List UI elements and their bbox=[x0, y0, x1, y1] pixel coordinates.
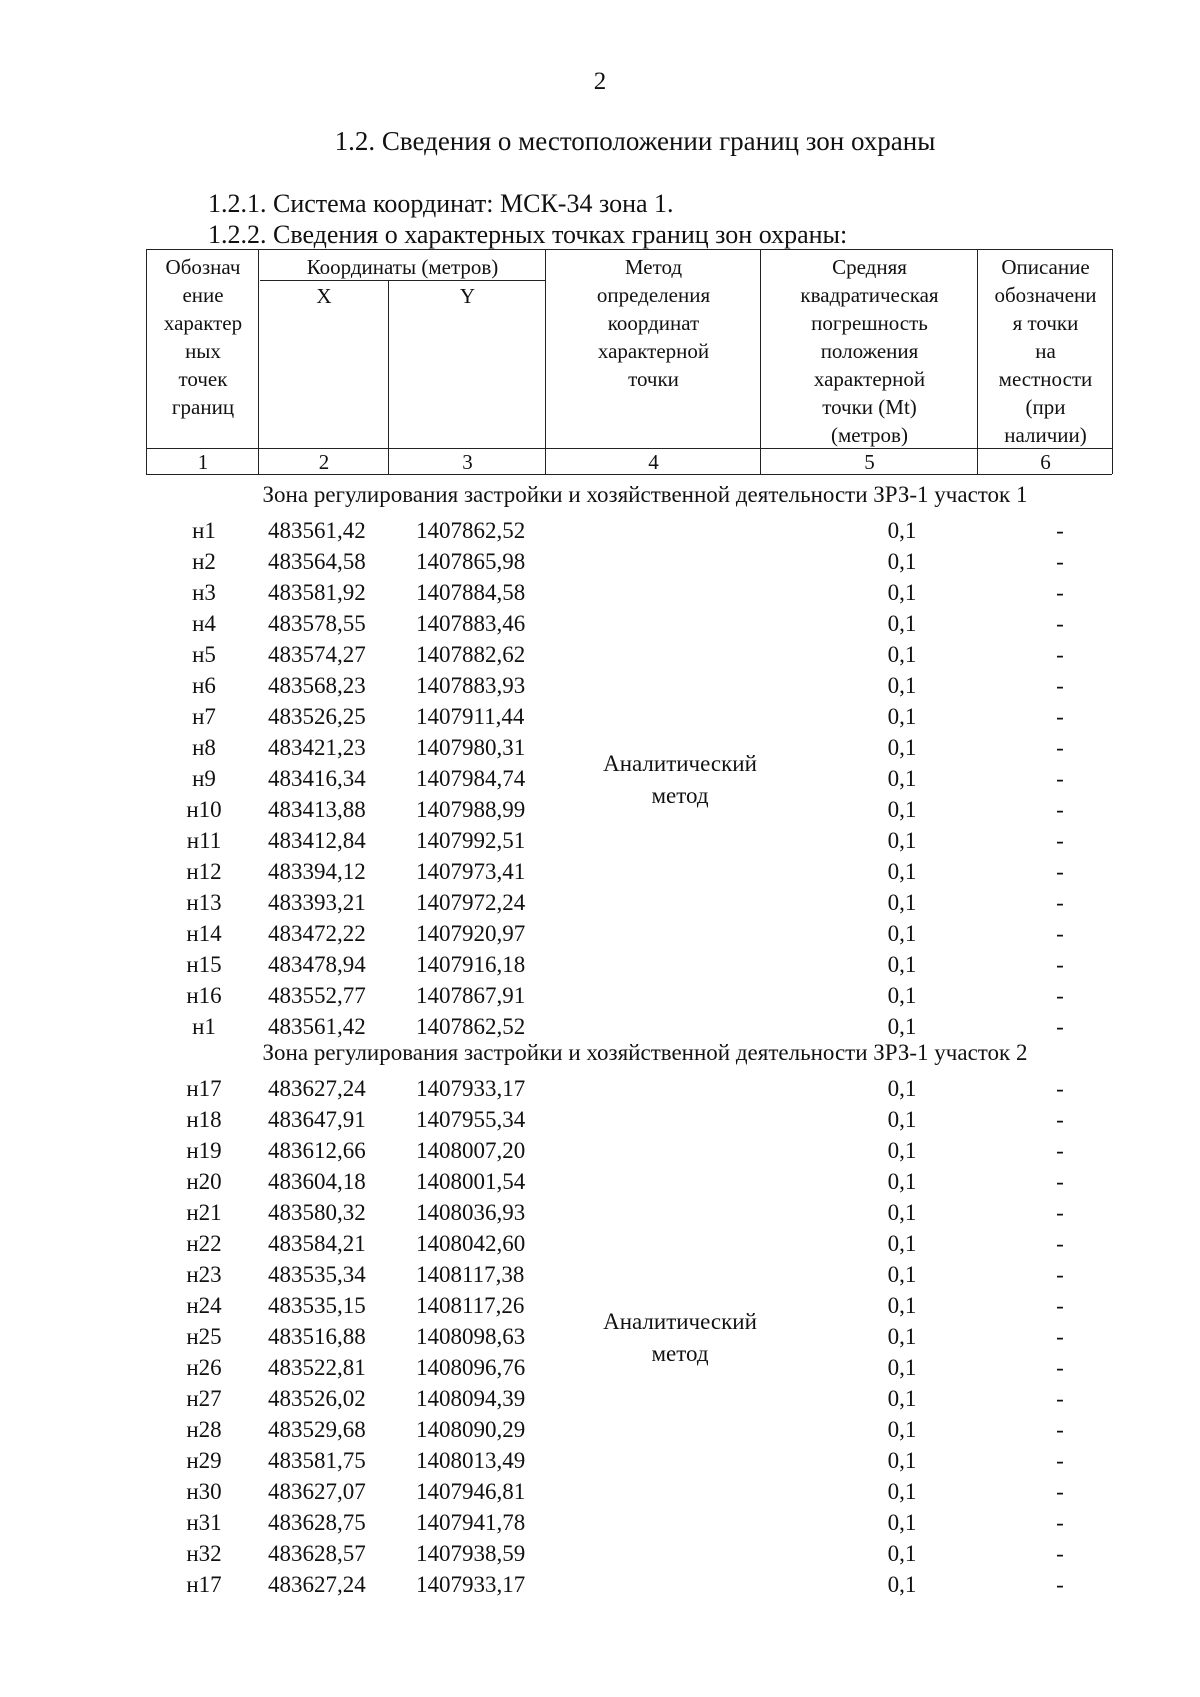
point-name: н9 bbox=[192, 766, 216, 791]
x-coordinate: 483581,92 bbox=[268, 580, 366, 605]
mean-error: 0,1 bbox=[887, 797, 917, 822]
point-name: н21 bbox=[186, 1200, 222, 1225]
point-name: н10 bbox=[186, 797, 222, 822]
column-number: 6 bbox=[1040, 450, 1051, 474]
mean-error: 0,1 bbox=[887, 1386, 917, 1411]
x-coordinate: 483561,42 bbox=[268, 1014, 366, 1039]
point-name: н18 bbox=[186, 1107, 222, 1132]
points-heading: 1.2.2. Сведения о характерных точках границ зон охраны: bbox=[208, 220, 848, 249]
mean-error: 0,1 bbox=[887, 828, 917, 853]
mean-error: 0,1 bbox=[887, 1448, 917, 1473]
x-coordinate: 483472,22 bbox=[268, 921, 366, 946]
y-coordinate: 1407916,18 bbox=[416, 952, 526, 977]
mean-error: 0,1 bbox=[887, 952, 917, 977]
table-row bbox=[0, 642, 1200, 673]
mean-error: 0,1 bbox=[887, 673, 917, 698]
header-text: координат bbox=[607, 311, 700, 335]
header-text: границ bbox=[171, 395, 235, 419]
description: - bbox=[1056, 1169, 1064, 1194]
y-coordinate: 1407992,51 bbox=[416, 828, 526, 853]
x-coordinate: 483628,75 bbox=[268, 1510, 366, 1535]
x-coordinate: 483529,68 bbox=[268, 1417, 366, 1442]
header-text: квадратическая bbox=[800, 283, 939, 307]
column-number: 4 bbox=[648, 450, 659, 474]
description: - bbox=[1056, 673, 1064, 698]
description: - bbox=[1056, 611, 1064, 636]
zone-title: Зона регулирования застройки и хозяйственной деятельности ЗРЗ-1 участок 2 bbox=[262, 1040, 1028, 1065]
y-coordinate: 1407920,97 bbox=[416, 921, 526, 946]
table-row bbox=[0, 673, 1200, 704]
x-coordinate: 483604,18 bbox=[268, 1169, 366, 1194]
description: - bbox=[1056, 1014, 1064, 1039]
y-coordinate: 1407883,93 bbox=[416, 673, 526, 698]
x-coordinate: 483578,55 bbox=[268, 611, 366, 636]
header-mean-error bbox=[762, 253, 977, 449]
y-coordinate: 1407882,62 bbox=[416, 642, 526, 667]
header-text: (при bbox=[1025, 395, 1066, 419]
table-row bbox=[0, 1231, 1200, 1262]
header-text: точек bbox=[178, 367, 228, 391]
header-coordinates-group: Координаты (метров) bbox=[306, 255, 499, 279]
mean-error: 0,1 bbox=[887, 1324, 917, 1349]
header-text: Описание bbox=[1001, 255, 1090, 279]
column-number: 1 bbox=[197, 450, 209, 474]
mean-error: 0,1 bbox=[887, 1107, 917, 1132]
y-coordinate: 1408094,39 bbox=[416, 1386, 526, 1411]
description: - bbox=[1056, 890, 1064, 915]
y-coordinate: 1407867,91 bbox=[416, 983, 526, 1008]
header-text: характер bbox=[163, 311, 243, 335]
point-name: н19 bbox=[186, 1138, 222, 1163]
header-text: характерной bbox=[597, 339, 710, 363]
x-coordinate: 483421,23 bbox=[268, 735, 366, 760]
table-row bbox=[0, 1541, 1200, 1572]
y-coordinate: 1408117,26 bbox=[416, 1293, 525, 1318]
y-coordinate: 1408096,76 bbox=[416, 1355, 526, 1380]
x-coordinate: 483394,12 bbox=[268, 859, 366, 884]
y-coordinate: 1407938,59 bbox=[416, 1541, 526, 1566]
x-coordinate: 483516,88 bbox=[268, 1324, 366, 1349]
table-row bbox=[0, 828, 1200, 859]
description: - bbox=[1056, 766, 1064, 791]
description: - bbox=[1056, 735, 1064, 760]
column-number: 5 bbox=[864, 450, 875, 474]
y-coordinate: 1407883,46 bbox=[416, 611, 526, 636]
mean-error: 0,1 bbox=[887, 1262, 917, 1287]
table-row bbox=[0, 1386, 1200, 1417]
point-name: н20 bbox=[186, 1169, 222, 1194]
mean-error: 0,1 bbox=[887, 1479, 917, 1504]
y-coordinate: 1407984,74 bbox=[416, 766, 526, 791]
table-row bbox=[0, 1479, 1200, 1510]
x-coordinate: 483627,07 bbox=[268, 1479, 366, 1504]
table-row bbox=[0, 1417, 1200, 1448]
x-coordinate: 483535,34 bbox=[268, 1262, 366, 1287]
header-text: на bbox=[1035, 339, 1056, 363]
point-name: н1 bbox=[192, 1014, 216, 1039]
x-coordinate: 483526,02 bbox=[268, 1386, 366, 1411]
point-name: н14 bbox=[186, 921, 222, 946]
header-point-designation bbox=[148, 253, 258, 421]
table-row bbox=[0, 1200, 1200, 1231]
mean-error: 0,1 bbox=[887, 1169, 917, 1194]
zone-title: Зона регулирования застройки и хозяйственной деятельности ЗРЗ-1 участок 1 bbox=[262, 482, 1028, 507]
description: - bbox=[1056, 921, 1064, 946]
x-coordinate: 483627,24 bbox=[268, 1076, 366, 1101]
point-name: н7 bbox=[192, 704, 216, 729]
point-name: н17 bbox=[186, 1076, 222, 1101]
mean-error: 0,1 bbox=[887, 1510, 917, 1535]
page-title: 1.2. Сведения о местоположении границ зон охраны bbox=[334, 126, 936, 156]
description: - bbox=[1056, 1231, 1064, 1256]
y-coordinate: 1408001,54 bbox=[416, 1169, 526, 1194]
y-coordinate: 1407955,34 bbox=[416, 1107, 526, 1132]
mean-error: 0,1 bbox=[887, 518, 917, 543]
y-coordinate: 1407973,41 bbox=[416, 859, 526, 884]
table-row bbox=[0, 1510, 1200, 1541]
table-row bbox=[0, 983, 1200, 1014]
description: - bbox=[1056, 1293, 1064, 1318]
point-name: н13 bbox=[186, 890, 222, 915]
header-text: (метров) bbox=[831, 423, 908, 447]
point-name: н26 bbox=[186, 1355, 222, 1380]
description: - bbox=[1056, 1355, 1064, 1380]
x-coordinate: 483552,77 bbox=[268, 983, 366, 1008]
point-name: н6 bbox=[192, 673, 216, 698]
description: - bbox=[1056, 1107, 1064, 1132]
x-coordinate: 483647,91 bbox=[268, 1107, 366, 1132]
y-coordinate: 1407911,44 bbox=[416, 704, 525, 729]
point-name: н30 bbox=[186, 1479, 222, 1504]
header-text: положения bbox=[820, 339, 919, 363]
mean-error: 0,1 bbox=[887, 1417, 917, 1442]
point-name: н3 bbox=[192, 580, 216, 605]
header-text: ение bbox=[182, 283, 224, 307]
mean-error: 0,1 bbox=[887, 642, 917, 667]
header-description bbox=[979, 253, 1112, 449]
table-row bbox=[0, 704, 1200, 735]
header-text: ных bbox=[185, 339, 221, 363]
x-coordinate: 483612,66 bbox=[268, 1138, 366, 1163]
header-text: точки bbox=[628, 367, 679, 391]
description: - bbox=[1056, 549, 1064, 574]
header-text: наличии) bbox=[1004, 423, 1087, 447]
x-coordinate: 483412,84 bbox=[268, 828, 366, 853]
table-row bbox=[0, 1138, 1200, 1169]
description: - bbox=[1056, 1417, 1064, 1442]
mean-error: 0,1 bbox=[887, 890, 917, 915]
description: - bbox=[1056, 580, 1064, 605]
coordinate-system-line: 1.2.1. Система координат: МСК-34 зона 1. bbox=[208, 189, 674, 218]
table-row bbox=[0, 1076, 1200, 1107]
header-text: Средняя bbox=[832, 255, 907, 279]
mean-error: 0,1 bbox=[887, 1231, 917, 1256]
x-coordinate: 483580,32 bbox=[268, 1200, 366, 1225]
x-coordinate: 483416,34 bbox=[268, 766, 366, 791]
x-coordinate: 483478,94 bbox=[268, 952, 366, 977]
table-row bbox=[0, 1169, 1200, 1200]
method-cell bbox=[570, 748, 790, 812]
y-coordinate: 1407862,52 bbox=[416, 1014, 526, 1039]
header-text: обозначени bbox=[994, 283, 1097, 307]
page-number: 2 bbox=[593, 68, 607, 95]
point-name: н32 bbox=[186, 1541, 222, 1566]
x-coordinate: 483628,57 bbox=[268, 1541, 366, 1566]
x-coordinate: 483535,15 bbox=[268, 1293, 366, 1318]
header-text: Обознач bbox=[165, 255, 241, 279]
header-text: определения bbox=[596, 283, 711, 307]
mean-error: 0,1 bbox=[887, 1014, 917, 1039]
mean-error: 0,1 bbox=[887, 859, 917, 884]
y-coordinate: 1408013,49 bbox=[416, 1448, 526, 1473]
header-text: погрешность bbox=[811, 311, 928, 335]
description: - bbox=[1056, 828, 1064, 853]
y-coordinate: 1408090,29 bbox=[416, 1417, 526, 1442]
point-name: н28 bbox=[186, 1417, 222, 1442]
y-coordinate: 1408007,20 bbox=[416, 1138, 526, 1163]
table-row bbox=[0, 859, 1200, 890]
y-coordinate: 1407933,17 bbox=[416, 1572, 526, 1597]
x-coordinate: 483522,81 bbox=[268, 1355, 366, 1380]
point-name: н24 bbox=[186, 1293, 222, 1318]
table-row bbox=[0, 1572, 1200, 1603]
description: - bbox=[1056, 1138, 1064, 1163]
mean-error: 0,1 bbox=[887, 1541, 917, 1566]
description: - bbox=[1056, 642, 1064, 667]
description: - bbox=[1056, 1448, 1064, 1473]
point-name: н31 bbox=[186, 1510, 222, 1535]
point-name: н15 bbox=[186, 952, 222, 977]
table-row bbox=[0, 580, 1200, 611]
point-name: н22 bbox=[186, 1231, 222, 1256]
point-name: н27 bbox=[186, 1386, 222, 1411]
table-row bbox=[0, 890, 1200, 921]
point-name: н23 bbox=[186, 1262, 222, 1287]
table-row bbox=[0, 611, 1200, 642]
header-text: я точки bbox=[1012, 311, 1079, 335]
x-coordinate: 483581,75 bbox=[268, 1448, 366, 1473]
description: - bbox=[1056, 1324, 1064, 1349]
description: - bbox=[1056, 1479, 1064, 1504]
mean-error: 0,1 bbox=[887, 1572, 917, 1597]
table-row bbox=[0, 518, 1200, 549]
y-coordinate: 1407865,98 bbox=[416, 549, 526, 574]
point-name: н16 bbox=[186, 983, 222, 1008]
y-coordinate: 1407884,58 bbox=[416, 580, 526, 605]
point-name: н29 bbox=[186, 1448, 222, 1473]
point-name: н4 bbox=[192, 611, 216, 636]
table-row bbox=[0, 921, 1200, 952]
mean-error: 0,1 bbox=[887, 1200, 917, 1225]
x-coordinate: 483564,58 bbox=[268, 549, 366, 574]
x-coordinate: 483584,21 bbox=[268, 1231, 366, 1256]
header-text: точки (Mt) bbox=[822, 395, 917, 419]
point-name: н17 bbox=[186, 1572, 222, 1597]
description: - bbox=[1056, 983, 1064, 1008]
x-coordinate: 483393,21 bbox=[268, 890, 366, 915]
y-coordinate: 1407946,81 bbox=[416, 1479, 526, 1504]
header-text: местности bbox=[998, 367, 1093, 391]
y-coordinate: 1408098,63 bbox=[416, 1324, 526, 1349]
header-y: Y bbox=[459, 284, 476, 308]
mean-error: 0,1 bbox=[887, 766, 917, 791]
x-coordinate: 483526,25 bbox=[268, 704, 366, 729]
description: - bbox=[1056, 1541, 1064, 1566]
point-name: н12 bbox=[186, 859, 222, 884]
mean-error: 0,1 bbox=[887, 1138, 917, 1163]
mean-error: 0,1 bbox=[887, 983, 917, 1008]
method-text: метод bbox=[651, 1340, 709, 1366]
mean-error: 0,1 bbox=[887, 735, 917, 760]
description: - bbox=[1056, 1262, 1064, 1287]
description: - bbox=[1056, 1572, 1064, 1597]
table-row bbox=[0, 1107, 1200, 1138]
y-coordinate: 1407988,99 bbox=[416, 797, 526, 822]
method-text: Аналитический bbox=[603, 750, 757, 776]
y-coordinate: 1407980,31 bbox=[416, 735, 526, 760]
table-row bbox=[0, 1448, 1200, 1479]
mean-error: 0,1 bbox=[887, 1293, 917, 1318]
method-text: Аналитический bbox=[603, 1308, 757, 1334]
x-coordinate: 483574,27 bbox=[268, 642, 366, 667]
point-name: н1 bbox=[192, 518, 216, 543]
mean-error: 0,1 bbox=[887, 704, 917, 729]
table-row bbox=[0, 549, 1200, 580]
description: - bbox=[1056, 859, 1064, 884]
point-name: н25 bbox=[186, 1324, 222, 1349]
description: - bbox=[1056, 1200, 1064, 1225]
mean-error: 0,1 bbox=[887, 580, 917, 605]
x-coordinate: 483561,42 bbox=[268, 518, 366, 543]
mean-error: 0,1 bbox=[887, 611, 917, 636]
mean-error: 0,1 bbox=[887, 549, 917, 574]
y-coordinate: 1408042,60 bbox=[416, 1231, 526, 1256]
mean-error: 0,1 bbox=[887, 1355, 917, 1380]
method-text: метод bbox=[651, 782, 709, 808]
point-name: н11 bbox=[186, 828, 222, 853]
header-text: характерной bbox=[813, 367, 926, 391]
header-method bbox=[547, 253, 760, 393]
table-row bbox=[0, 952, 1200, 983]
description: - bbox=[1056, 1076, 1064, 1101]
description: - bbox=[1056, 797, 1064, 822]
y-coordinate: 1407862,52 bbox=[416, 518, 526, 543]
x-coordinate: 483627,24 bbox=[268, 1572, 366, 1597]
y-coordinate: 1407972,24 bbox=[416, 890, 526, 915]
header-text: Метод bbox=[624, 255, 683, 279]
mean-error: 0,1 bbox=[887, 921, 917, 946]
table-row bbox=[0, 1262, 1200, 1293]
description: - bbox=[1056, 1386, 1064, 1411]
point-name: н2 bbox=[192, 549, 216, 574]
description: - bbox=[1056, 704, 1064, 729]
point-name: н8 bbox=[192, 735, 216, 760]
y-coordinate: 1407941,78 bbox=[416, 1510, 526, 1535]
header-x: X bbox=[316, 284, 332, 308]
description: - bbox=[1056, 1510, 1064, 1535]
description: - bbox=[1056, 518, 1064, 543]
method-cell bbox=[570, 1306, 790, 1370]
y-coordinate: 1408036,93 bbox=[416, 1200, 526, 1225]
column-number: 2 bbox=[318, 450, 330, 474]
x-coordinate: 483413,88 bbox=[268, 797, 366, 822]
point-name: н5 bbox=[192, 642, 216, 667]
y-coordinate: 1408117,38 bbox=[416, 1262, 525, 1287]
y-coordinate: 1407933,17 bbox=[416, 1076, 526, 1101]
description: - bbox=[1056, 952, 1064, 977]
mean-error: 0,1 bbox=[887, 1076, 917, 1101]
column-number: 3 bbox=[462, 450, 473, 474]
x-coordinate: 483568,23 bbox=[268, 673, 366, 698]
